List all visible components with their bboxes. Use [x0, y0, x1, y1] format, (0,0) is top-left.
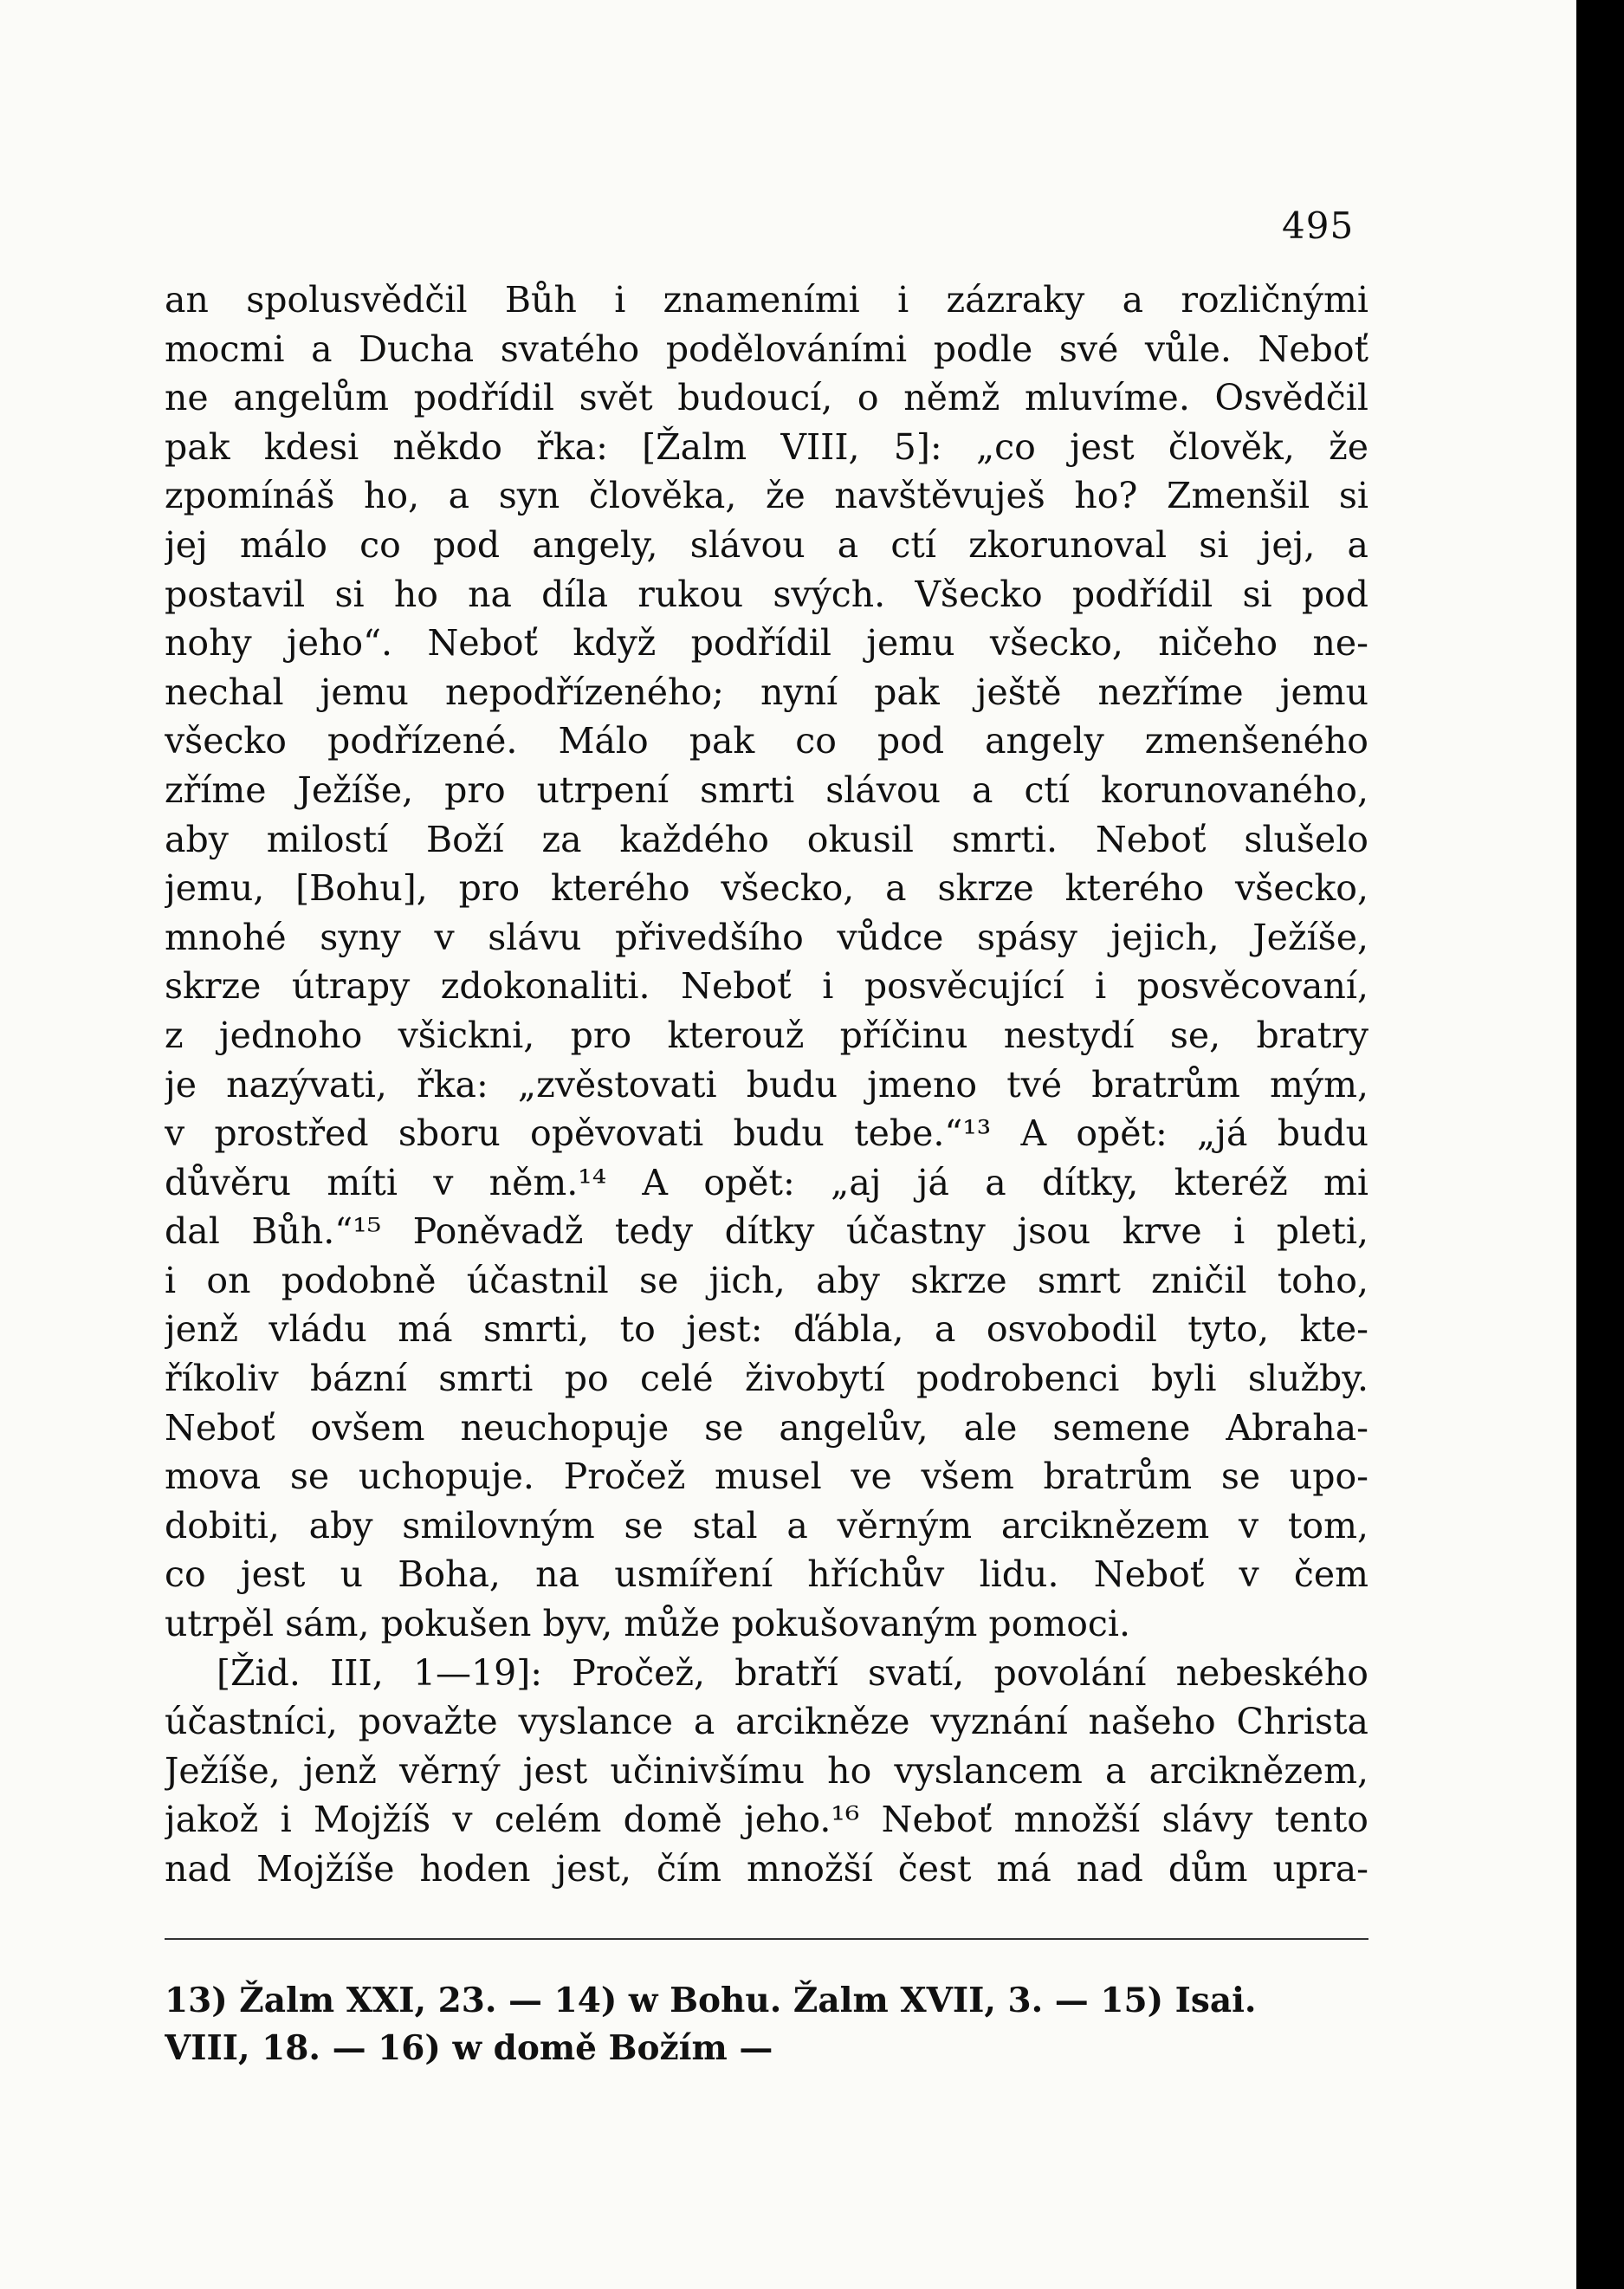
text-line: nechal jemu nepodřízeného; nyní pak ještě nezříme jemu: [165, 671, 1368, 713]
text-line: v prostřed sboru opěvovati budu tebe.“¹³ A opět: „já budu: [165, 1112, 1368, 1155]
text-line: skrze útrapy zdokonaliti. Neboť i posvěcující i posvěcovaní,: [165, 965, 1368, 1008]
text-line: důvěru míti v něm.¹⁴ A opět: „aj já a dítky, kteréž mi: [165, 1161, 1368, 1203]
text-line: co jest u Boha, na usmíření hříchův lidu. Neboť v čem: [165, 1553, 1368, 1596]
text-line: jej málo co pod angely, slávou a ctí zkorunoval si jej, a: [165, 523, 1368, 566]
text-line: postavil si ho na díla rukou svých. Všecko podřídil si pod: [165, 573, 1368, 615]
text-line: an spolusvědčil Bůh i znameními i zázraky a rozličnými: [165, 279, 1368, 321]
text-line: mova se uchopuje. Pročež musel ve všem bratrům se upo-: [165, 1456, 1368, 1498]
footnote-line: 13) Žalm XXI, 23. — 14) w Bohu. Žalm XVII, 3. — 15) Isai.: [165, 1981, 1257, 2020]
text-line: dobiti, aby smilovným se stal a věrným arciknězem v tom,: [165, 1504, 1368, 1547]
text-line: ne angelům podřídil svět budoucí, o němž mluvíme. Osvědčil: [165, 377, 1368, 419]
text-line: jemu, [Bohu], pro kterého všecko, a skrze kterého všecko,: [165, 867, 1368, 910]
text-line: nohy jeho“. Neboť když podřídil jemu všecko, ničeho ne-: [165, 622, 1368, 665]
text-line: zříme Ježíše, pro utrpení smrti slávou a ctí korunovaného,: [165, 768, 1368, 811]
text-line: říkoliv bázní smrti po celé živobytí podrobenci byli služby.: [165, 1358, 1368, 1400]
text-line: Neboť ovšem neuchopuje se angelův, ale semene Abraha-: [165, 1406, 1368, 1449]
text-line: zpomínáš ho, a syn člověka, že navštěvuješ ho? Zmenšil si: [165, 475, 1368, 517]
text-line: všecko podřízené. Málo pak co pod angely zmenšeného: [165, 720, 1368, 762]
text-line: účastníci, považte vyslance a arcikněze vyznání našeho Christa: [165, 1701, 1368, 1743]
text-line: je nazývati, řka: „zvěstovati budu jmeno tvé bratrům mým,: [165, 1063, 1368, 1106]
text-line: dal Bůh.“¹⁵ Poněvadž tedy dítky účastny jsou krve i pleti,: [165, 1210, 1368, 1253]
scan-edge: [1576, 0, 1624, 2289]
footnote-divider: [165, 1938, 1368, 1940]
text-line: mocmi a Ducha svatého podělováními podle své vůle. Neboť: [165, 327, 1368, 370]
body-text: [165, 276, 1368, 1894]
paragraph-start-line: [Žid. III, 1—19]: Pročež, bratří svatí, povolání nebeského: [217, 1651, 1368, 1694]
text-line: pak kdesi někdo řka: [Žalm VIII, 5]: „co jest člověk, že: [165, 425, 1368, 468]
text-line: utrpěl sám, pokušen byv, může pokušovaným pomoci.: [165, 1603, 1131, 1645]
text-line: aby milostí Boží za každého okusil smrti. Neboť slušelo: [165, 818, 1368, 860]
text-line: z jednoho všickni, pro kterouž příčinu nestydí se, bratry: [165, 1014, 1368, 1056]
footnotes: [165, 1977, 1368, 2072]
text-line: nad Mojžíše hoden jest, čím množší čest má nad dům upra-: [165, 1848, 1368, 1890]
text-line: jakož i Mojžíš v celém domě jeho.¹⁶ Neboť množší slávy tento: [165, 1799, 1368, 1841]
text-line: Ježíše, jenž věrný jest učinivšímu ho vyslancem a arciknězem,: [165, 1749, 1368, 1792]
footnote-line: VIII, 18. — 16) w domě Božím —: [165, 2028, 773, 2068]
text-line: i on podobně účastnil se jich, aby skrze smrt zničil toho,: [165, 1259, 1368, 1301]
text-line: jenž vládu má smrti, to jest: ďábla, a osvobodil tyto, kte-: [165, 1308, 1368, 1351]
page-number: 495: [1282, 204, 1355, 247]
text-line: mnohé syny v slávu přivedšího vůdce spásy jejich, Ježíše,: [165, 916, 1368, 958]
